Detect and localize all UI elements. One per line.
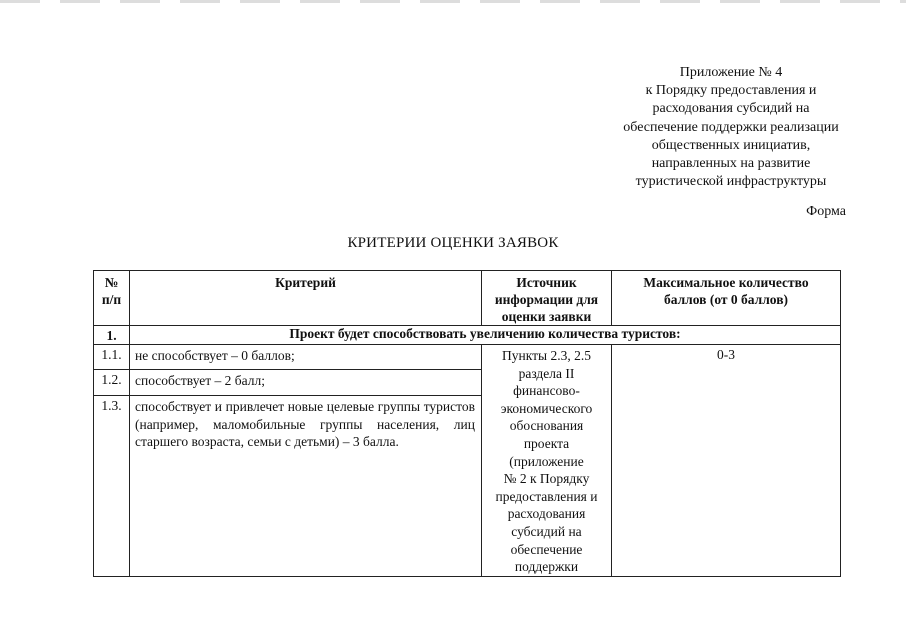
header-source bbox=[482, 271, 612, 326]
source-line: (приложение bbox=[509, 453, 584, 469]
section-num: 1. bbox=[94, 326, 130, 345]
header-num bbox=[94, 271, 130, 326]
header-num-line: № bbox=[104, 275, 119, 290]
table-row bbox=[94, 345, 841, 370]
source-line: обеспечение bbox=[510, 541, 583, 557]
source-line: Пункты 2.3, 2.5 bbox=[502, 348, 591, 363]
header-source-line: информации для bbox=[494, 292, 599, 307]
table-header-row bbox=[94, 271, 841, 326]
appendix-line: направленных на развитие bbox=[651, 156, 811, 172]
row-num: 1.2. bbox=[94, 369, 130, 396]
header-criterion: Критерий bbox=[130, 271, 482, 326]
document-title: КРИТЕРИИ ОЦЕНКИ ЗАЯВОК bbox=[347, 235, 559, 251]
source-line: № 2 к Порядку bbox=[503, 471, 590, 487]
appendix-line: к Порядку предоставления и bbox=[645, 83, 817, 99]
header-source-line: Источник bbox=[516, 275, 577, 290]
appendix-line: общественных инициатив, bbox=[651, 137, 811, 153]
source-line: экономического bbox=[500, 400, 593, 416]
source-line: предоставления и bbox=[495, 488, 598, 504]
source-line: поддержки bbox=[514, 559, 579, 575]
appendix-line: обеспечение поддержки реализации bbox=[623, 119, 839, 135]
source-cell bbox=[482, 345, 612, 577]
criteria-table bbox=[93, 270, 841, 577]
header-source-line: оценки заявки bbox=[501, 309, 592, 324]
appendix-line: расходования субсидий на bbox=[652, 101, 810, 117]
max-score-cell: 0-3 bbox=[612, 345, 841, 577]
source-line: проекта bbox=[523, 435, 570, 451]
source-line: обоснования bbox=[509, 418, 584, 434]
source-line: расходования bbox=[507, 506, 586, 522]
form-label: Форма bbox=[806, 204, 846, 219]
source-line: субсидий на bbox=[511, 523, 582, 539]
appendix-line: туристической инфраструктуры bbox=[635, 174, 827, 190]
row-criterion: не способствует – 0 баллов; bbox=[130, 345, 482, 370]
header-num-line: п/п bbox=[101, 292, 122, 307]
source-line: раздела II bbox=[518, 365, 575, 381]
row-num: 1.1. bbox=[94, 345, 130, 370]
appendix-header bbox=[612, 64, 850, 191]
scan-edge-artifact bbox=[0, 0, 906, 3]
section-row bbox=[94, 326, 841, 345]
header-max-line: Максимальное количество bbox=[643, 275, 809, 290]
row-num: 1.3. bbox=[94, 396, 130, 576]
row-criterion: способствует – 2 балл; bbox=[130, 369, 482, 396]
row-criterion: способствует и привлечет новые целевые группы туристов (например, маломобильные группы населения, лиц старшего возраста, семьи с детьми) – 3 балла. bbox=[130, 396, 482, 576]
source-line: финансово- bbox=[513, 383, 580, 399]
appendix-line: Приложение № 4 bbox=[679, 65, 783, 80]
header-max-line: баллов (от 0 баллов) bbox=[663, 292, 788, 307]
header-max bbox=[612, 271, 841, 326]
section-title: Проект будет способствовать увеличению количества туристов: bbox=[130, 326, 841, 345]
